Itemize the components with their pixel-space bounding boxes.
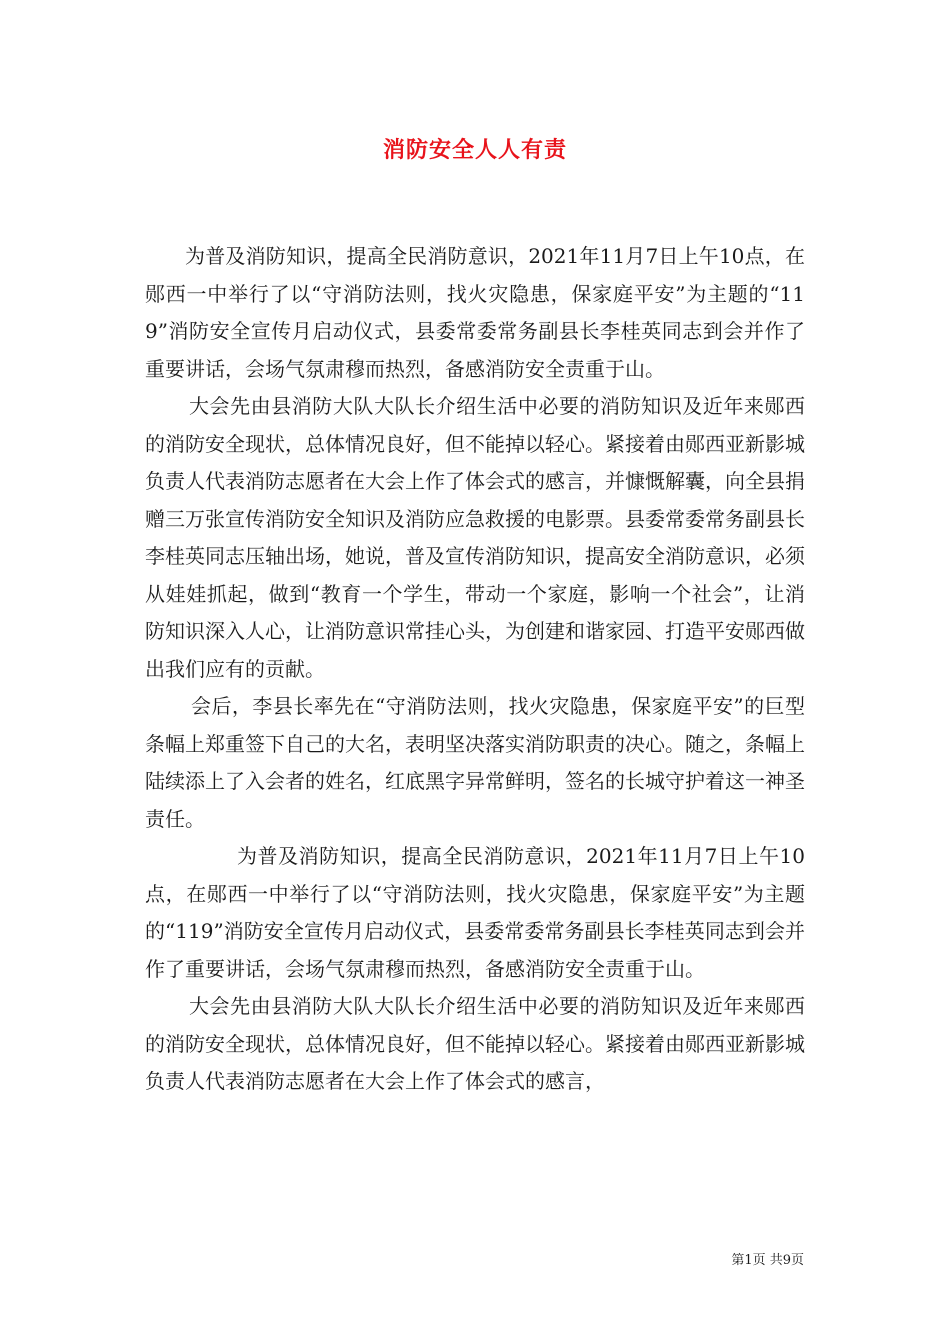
paragraph-2: 大会先由县消防大队大队长介绍生活中必要的消防知识及近年来郧西的消防安全现状，总体情况良好，但不能掉以轻心。紧接着由郧西亚新影城负责人代表消防志愿者在大会上作了体会式的感言，并慷慨解囊，向全县捐赠三万张宣传消防安全知识及消防应急救援的电影票。县委常委常务副县长李桂英同志压轴出场，她说，普及宣传消防知识，提高安全消防意识，必须从娃娃抓起，做到“教育一个学生，带动一个家庭，影响一个社会”，让消防知识深入人心，让消防意识常挂心头，为创建和谐家园、打造平安郧西做出我们应有的贡献。 — [145, 394, 805, 681]
paragraph-1: 为普及消防知识，提高全民消防意识，2021年11月7日上午10点，在郧西一中举行了以“守消防法则，找火灾隐患，保家庭平安”为主题的“119”消防安全宣传月启动仪式，县委常委常务副县长李桂英同志到会并作了重要讲话，会场气氛肃穆而热烈，备感消防安全责重于山。 — [145, 244, 805, 381]
paragraph-3: 会后，李县长率先在“守消防法则，找火灾隐患，保家庭平安”的巨型条幅上郑重签下自己的大名，表明坚决落实消防职责的决心。随之，条幅上陆续添上了入会者的姓名，红底黑字异常鲜明，签名的长城守护着这一神圣责任。 — [145, 694, 805, 831]
document-title: 消防安全人人有责 — [382, 137, 567, 163]
paragraph-4: 为普及消防知识，提高全民消防意识，2021年11月7日上午10点，在郧西一中举行了以“守消防法则，找火灾隐患，保家庭平安”为主题的“119”消防安全宣传月启动仪式，县委常委常务副县长李桂英同志到会并作了重要讲话，会场气氛肃穆而热烈，备感消防安全责重于山。 — [145, 844, 805, 981]
document-body — [145, 238, 805, 1101]
page-number: 第1页 共9页 — [731, 1253, 804, 1268]
paragraph-5: 大会先由县消防大队大队长介绍生活中必要的消防知识及近年来郧西的消防安全现状，总体情况良好，但不能掉以轻心。紧接着由郧西亚新影城负责人代表消防志愿者在大会上作了体会式的感言， — [145, 994, 805, 1093]
